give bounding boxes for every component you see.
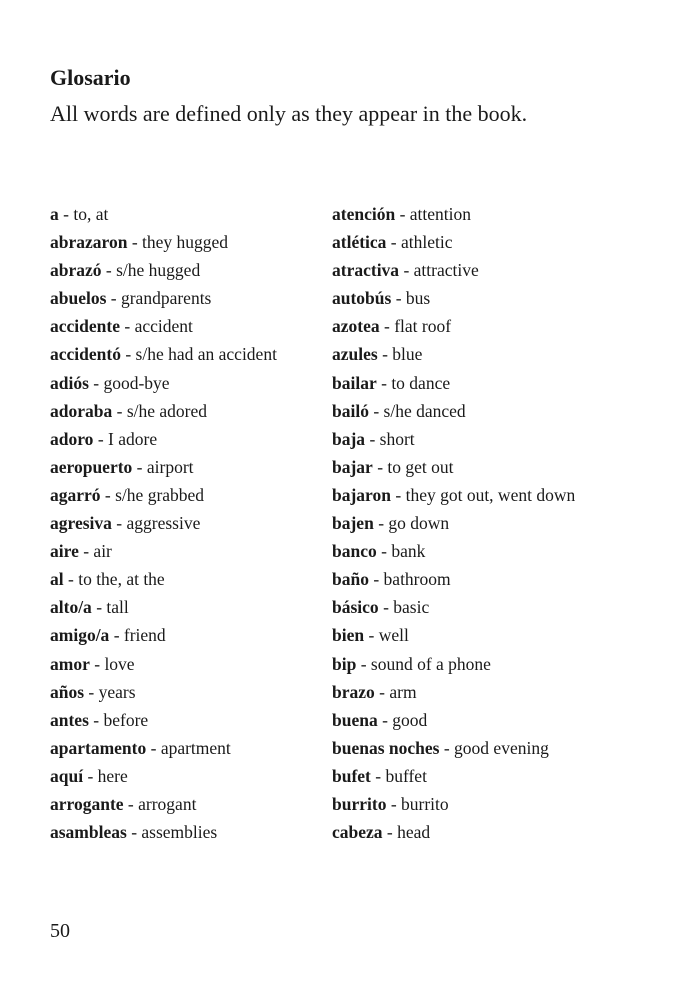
glossary-definition: go down: [388, 513, 450, 534]
glossary-entry: brazo - arm: [332, 681, 417, 702]
glossary-definition: grandparents: [120, 288, 212, 309]
glossary-definition: s/he danced: [383, 400, 466, 421]
glossary-entry: a - to, at: [50, 204, 109, 224]
glossary-term: buenas noches: [332, 737, 440, 758]
glossary-definition: years: [98, 681, 136, 702]
glossary-definition: bathroom: [383, 569, 451, 590]
glossary-entry: apartamento - apartment: [50, 737, 231, 758]
glossary-term: bajar: [332, 456, 373, 477]
glossary-term: abrazó: [50, 260, 102, 281]
glossary-term: cabeza: [332, 822, 383, 843]
glossary-entry: aire - air: [50, 541, 112, 562]
glossary-definition: to, at: [73, 204, 109, 224]
glossary-term: bailó: [332, 400, 369, 421]
glossary-definition: short: [379, 428, 415, 449]
glossary-entry: amigo/a - friend: [50, 625, 166, 646]
glossary-definition: good-bye: [103, 372, 170, 393]
glossary-entry: buenas noches - good evening: [332, 737, 549, 758]
glossary-term: alto/a: [50, 597, 92, 618]
glossary-term: atlética: [332, 232, 387, 253]
glossary-entry: bailar - to dance: [332, 372, 451, 393]
glossary-term: amor: [50, 653, 90, 674]
glossary-entry: baja - short: [332, 428, 415, 449]
glossary-definition: head: [397, 822, 431, 843]
glossary-term: agarró: [50, 484, 101, 505]
glossary-term: bajaron: [332, 484, 391, 505]
glossary-entry: abuelos - grandparents: [50, 288, 212, 309]
glossary-definition: I adore: [108, 428, 158, 449]
glossary-entry: autobús - bus: [332, 288, 431, 309]
glossary-entry: aquí - here: [50, 765, 128, 786]
glossary-term: brazo: [332, 681, 375, 702]
glossary-term: bip: [332, 653, 357, 674]
glossary-entry: agarró - s/he grabbed: [50, 484, 205, 505]
glossary-term: atención: [332, 204, 396, 224]
glossary-term: aeropuerto: [50, 456, 133, 477]
glossary-term: antes: [50, 709, 89, 730]
glossary-definition: blue: [392, 344, 423, 365]
glossary-entry: azotea - flat roof: [332, 316, 452, 337]
glossary-entry: adiós - good-bye: [50, 372, 170, 393]
glossary-term: baja: [332, 428, 366, 449]
glossary-term: baño: [332, 569, 369, 590]
glossary-entry: bajar - to get out: [332, 456, 454, 477]
glossary-term: amigo/a: [50, 625, 110, 646]
glossary-definition: attractive: [413, 260, 479, 281]
glossary-entry: bailó - s/he danced: [332, 400, 466, 421]
glossary-term: adoraba: [50, 400, 113, 421]
glossary-term: bailar: [332, 372, 377, 393]
glossary-entry: bien - well: [332, 625, 409, 646]
glossary-definition: sound of a phone: [370, 653, 491, 674]
glossary-definition: arm: [389, 681, 417, 702]
glossary-term: accidente: [50, 316, 120, 337]
glossary-term: abrazaron: [50, 232, 128, 253]
glossary-term: burrito: [332, 793, 387, 814]
glossary-definition: well: [378, 625, 409, 646]
glossary-term: bien: [332, 625, 365, 646]
glossary-definition: assemblies: [141, 822, 218, 843]
glossary-term: asambleas: [50, 822, 127, 843]
glossary-definition: apartment: [160, 737, 231, 758]
glossary-term: bufet: [332, 765, 371, 786]
glossary-entry: abrazaron - they hugged: [50, 232, 229, 253]
glossary-entry: amor - love: [50, 653, 135, 674]
glossary-entry: agresiva - aggressive: [50, 513, 201, 534]
glossary-entry: burrito - burrito: [332, 793, 449, 814]
glossary-definition: aggressive: [126, 513, 201, 534]
glossary-entry: arrogante - arrogant: [50, 793, 197, 814]
page-title: Glosario: [50, 65, 131, 90]
glossary-term: básico: [332, 597, 379, 618]
glossary-entry: asambleas - assemblies: [50, 822, 218, 843]
glossary-definition: bank: [391, 541, 426, 562]
glossary-entry: atlética - athletic: [332, 232, 453, 253]
glossary-definition: s/he adored: [126, 400, 207, 421]
glossary-definition: good: [392, 709, 428, 730]
glossary-definition: to the, at the: [78, 569, 165, 590]
glossary-definition: athletic: [401, 232, 453, 253]
glossary-definition: to get out: [387, 456, 454, 477]
glossary-entry: abrazó - s/he hugged: [50, 260, 201, 281]
glossary-term: a: [50, 204, 59, 224]
glossary-term: bajen: [332, 513, 374, 534]
glossary-entry: banco - bank: [332, 541, 426, 562]
glossary-definition: they got out, went down: [405, 484, 576, 505]
glossary-definition: bus: [405, 288, 431, 309]
glossary-entry: bajaron - they got out, went down: [332, 484, 576, 505]
glossary-entry: bajen - go down: [332, 513, 450, 534]
glossary-term: banco: [332, 541, 377, 562]
glossary-definition: s/he grabbed: [115, 484, 205, 505]
glossary-definition: love: [104, 653, 135, 674]
glossary-term: autobús: [332, 288, 392, 309]
glossary-entry: adoro - I adore: [50, 428, 158, 449]
glossary-definition: to dance: [391, 372, 451, 393]
glossary-term: azotea: [332, 316, 380, 337]
glossary-definition: burrito: [401, 793, 449, 814]
glossary-entry: atención - attention: [332, 204, 472, 224]
glossary-term: aire: [50, 541, 79, 562]
glossary-definition: friend: [123, 625, 166, 646]
glossary-entry: cabeza - head: [332, 822, 431, 843]
glossary-entry: accidente - accident: [50, 316, 193, 337]
glossary-definition: accident: [134, 316, 193, 337]
glossary-entry: accidentó - s/he had an accident: [50, 344, 277, 365]
glossary-term: atractiva: [332, 260, 400, 281]
glossary-term: arrogante: [50, 793, 124, 814]
glossary-definition: basic: [393, 597, 430, 618]
glossary-entry: al - to the, at the: [50, 569, 165, 590]
glossary-entry: básico - basic: [332, 597, 430, 618]
glossary-term: azules: [332, 344, 378, 365]
glossary-definition: flat roof: [394, 316, 452, 337]
glossary-term: adiós: [50, 372, 89, 393]
glossary-term: años: [50, 681, 85, 702]
glossary-entry: bip - sound of a phone: [332, 653, 491, 674]
glossary-definition: attention: [409, 204, 472, 224]
glossary-entry: baño - bathroom: [332, 569, 451, 590]
page-subtitle: All words are defined only as they appear in the book.: [50, 101, 528, 126]
glossary-definition: s/he hugged: [116, 260, 201, 281]
glossary-entry: antes - before: [50, 709, 149, 730]
page-number: 50: [50, 920, 70, 942]
glossary-entry: buena - good: [332, 709, 428, 730]
glossary-column-right: [332, 200, 632, 846]
glossary-term: buena: [332, 709, 378, 730]
glossary-entry: adoraba - s/he adored: [50, 400, 207, 421]
glossary-entry: azules - blue: [332, 344, 423, 365]
glossary-term: accidentó: [50, 344, 121, 365]
glossary-term: al: [50, 569, 64, 590]
glossary-definition: good evening: [454, 737, 549, 758]
glossary-entry: atractiva - attractive: [332, 260, 479, 281]
glossary-definition: s/he had an accident: [135, 344, 277, 365]
glossary-definition: air: [93, 541, 112, 562]
glossary-definition: before: [103, 709, 149, 730]
glossary-entry: aeropuerto - airport: [50, 456, 194, 477]
glossary-definition: airport: [146, 456, 194, 477]
glossary-entry: bufet - buffet: [332, 765, 427, 786]
glossary-entry: años - years: [50, 681, 136, 702]
glossary-term: agresiva: [50, 513, 112, 534]
glossary-term: aquí: [50, 765, 84, 786]
glossary-definition: buffet: [385, 765, 427, 786]
glossary-column-left: [50, 200, 320, 846]
glossary-term: apartamento: [50, 737, 147, 758]
glossary-entry: alto/a - tall: [50, 597, 129, 618]
glossary-definition: tall: [106, 597, 129, 618]
glossary-definition: here: [97, 765, 128, 786]
glossary-term: abuelos: [50, 288, 107, 309]
glossary-definition: arrogant: [138, 793, 197, 814]
glossary-definition: they hugged: [142, 232, 229, 253]
glossary-term: adoro: [50, 428, 94, 449]
